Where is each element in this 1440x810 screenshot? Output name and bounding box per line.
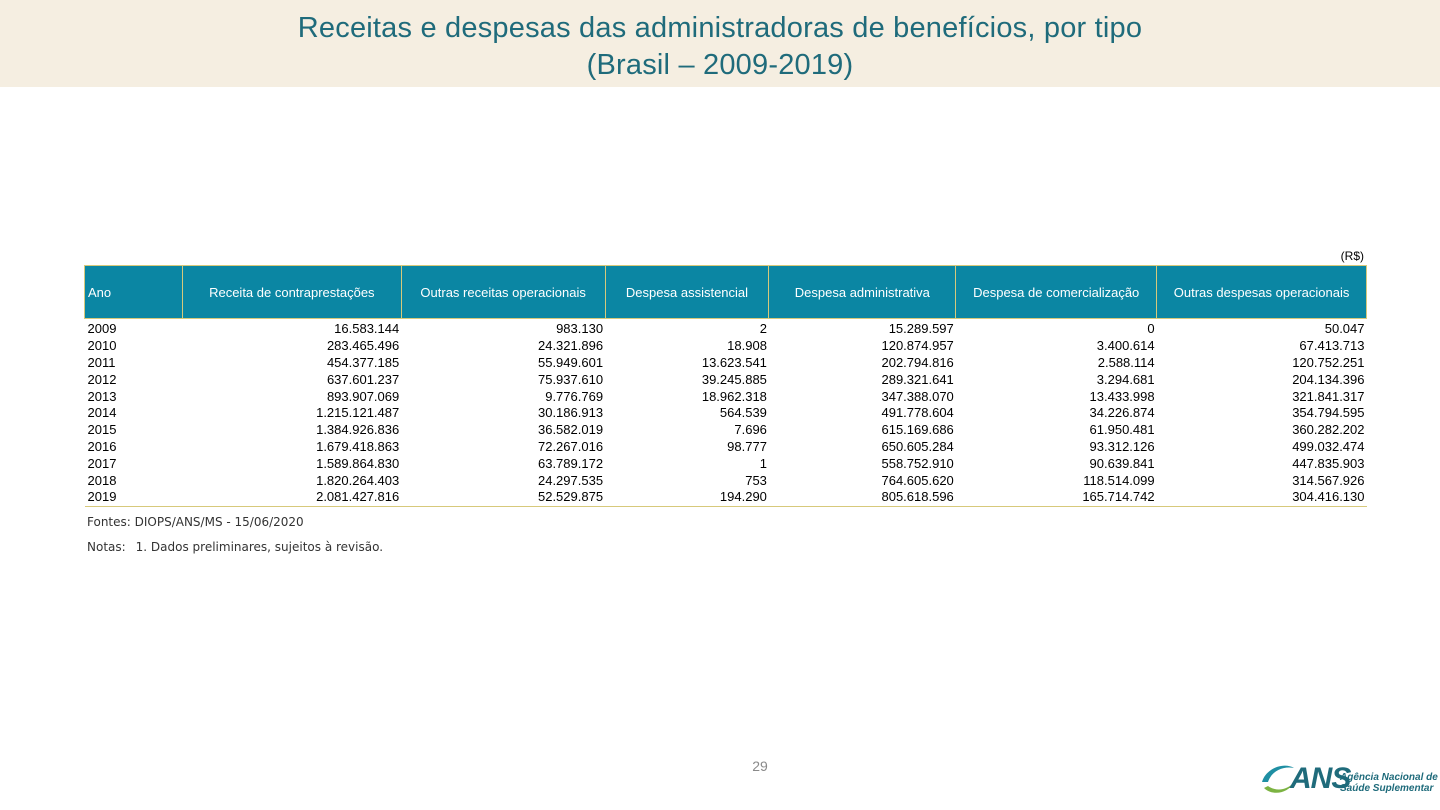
table-row xyxy=(85,338,1367,355)
table-cell: 2019 xyxy=(85,489,183,506)
table-cell: 893.907.069 xyxy=(326,388,400,404)
table-cell: 18.908 xyxy=(727,338,767,354)
table-body xyxy=(85,319,1367,507)
table-row xyxy=(85,371,1367,388)
table-cell: 50.047 xyxy=(1324,321,1365,337)
logo-agency-name xyxy=(1340,772,1438,794)
table-cell: 499.032.474 xyxy=(1292,438,1365,454)
column-header-outras-despesas: Outras despesas operacionais xyxy=(1157,266,1367,319)
table-cell: 52.529.875 xyxy=(401,489,605,506)
table-cell: 61.950.481 xyxy=(1089,422,1155,438)
table-cell: 354.794.595 xyxy=(1292,405,1365,421)
table-cell: 16.583.144 xyxy=(334,321,400,337)
table-cell: 360.282.202 xyxy=(1292,422,1365,438)
logo-wordmark: ANS xyxy=(1290,762,1351,795)
column-header-despesa-administrativa: Despesa administrativa xyxy=(769,266,956,319)
table-row xyxy=(85,405,1367,422)
table-cell: 39.245.885 xyxy=(701,371,767,387)
table-cell: 650.605.284 xyxy=(881,438,954,454)
table-cell: 13.623.541 xyxy=(701,354,767,370)
table-cell: 194.290 xyxy=(605,489,769,506)
table-cell: 314.567.926 xyxy=(1292,472,1365,488)
table-cell: 7.696 xyxy=(734,422,767,438)
table-cell: 1.589.864.830 xyxy=(316,455,400,471)
table-cell: 90.639.841 xyxy=(1089,455,1155,471)
table-cell: 13.433.998 xyxy=(1089,388,1155,404)
table-row xyxy=(85,472,1367,489)
table-cell: 2.081.427.816 xyxy=(182,489,401,506)
table-row xyxy=(85,388,1367,405)
table-cell: 93.312.126 xyxy=(1089,438,1155,454)
table-cell: 3.294.681 xyxy=(1096,371,1155,387)
table-cell: 2011 xyxy=(87,354,116,370)
table-cell: 0 xyxy=(1147,321,1155,337)
table-cell: 18.962.318 xyxy=(701,388,767,404)
table-cell: 491.778.604 xyxy=(881,405,954,421)
table-header-row xyxy=(85,266,1367,319)
table-cell: 304.416.130 xyxy=(1157,489,1367,506)
table-cell: 55.949.601 xyxy=(537,354,604,370)
table-cell: 72.267.016 xyxy=(537,438,604,454)
table-cell: 9.776.769 xyxy=(545,388,604,404)
table-cell: 2012 xyxy=(87,371,117,387)
table-row xyxy=(85,439,1367,456)
table-cell: 2013 xyxy=(87,388,117,404)
column-header-despesa-comercializacao: Despesa de comercialização xyxy=(956,266,1157,319)
table-cell: 2010 xyxy=(87,338,117,354)
page-title xyxy=(0,10,1440,84)
table-cell: 447.835.903 xyxy=(1292,455,1365,471)
column-header-ano: Ano xyxy=(85,266,183,319)
column-header-receita-contraprestacoes: Receita de contraprestações xyxy=(182,266,401,319)
table-cell: 454.377.185 xyxy=(326,354,400,370)
page-title-line-1: Receitas e despesas das administradoras de benefícios, por tipo xyxy=(297,12,1143,44)
table-cell: 2009 xyxy=(87,321,117,337)
table-cell: 67.413.713 xyxy=(1299,338,1365,354)
table-cell: 120.752.251 xyxy=(1292,354,1365,370)
page-title-line-2: (Brasil – 2009-2019) xyxy=(586,49,854,81)
table-cell: 34.226.874 xyxy=(1089,405,1155,421)
table-cell: 204.134.396 xyxy=(1292,371,1365,387)
table-cell: 753 xyxy=(745,472,767,488)
table-cell: 637.601.237 xyxy=(326,371,400,387)
table-cell: 2.588.114 xyxy=(1097,354,1155,370)
notes-block xyxy=(87,540,383,554)
ans-logo xyxy=(1258,760,1438,800)
table-cell: 805.618.596 xyxy=(769,489,956,506)
table-row xyxy=(85,422,1367,439)
table-cell: 2 xyxy=(759,321,767,337)
table-cell: 1 xyxy=(759,455,767,471)
table-cell: 118.514.099 xyxy=(1083,472,1155,488)
table-cell: 24.297.535 xyxy=(537,472,604,488)
table-cell: 764.605.620 xyxy=(881,472,954,488)
sources-note: Fontes: DIOPS/ANS/MS - 15/06/2020 xyxy=(87,515,304,529)
table-cell: 24.321.896 xyxy=(537,338,604,354)
table-row xyxy=(85,355,1367,372)
table-cell: 1.679.418.863 xyxy=(316,438,400,454)
table-cell: 75.937.610 xyxy=(537,371,604,387)
table-cell: 2014 xyxy=(87,405,117,421)
table-cell: 558.752.910 xyxy=(881,455,954,471)
revenue-expense-table xyxy=(84,265,1367,507)
table-cell: 1.384.926.836 xyxy=(316,422,400,438)
table-cell: 615.169.686 xyxy=(881,422,954,438)
table-row xyxy=(85,455,1367,472)
note-item: 1. Dados preliminares, sujeitos à revisão. xyxy=(135,540,384,554)
table-row xyxy=(85,319,1367,338)
table-cell: 2017 xyxy=(87,455,117,471)
table-cell: 165.714.742 xyxy=(956,489,1157,506)
unit-label: (R$) xyxy=(1340,249,1364,263)
table-cell: 98.777 xyxy=(727,438,767,454)
table-cell: 347.388.070 xyxy=(881,388,954,404)
table-cell: 3.400.614 xyxy=(1096,338,1155,354)
table-cell: 289.321.641 xyxy=(881,371,954,387)
page-number: 29 xyxy=(752,758,768,774)
table-cell: 564.539 xyxy=(719,405,767,421)
table-cell: 1.215.121.487 xyxy=(316,405,400,421)
table-row xyxy=(85,489,1367,506)
logo-line-1: Agência Nacional de xyxy=(1340,772,1438,783)
column-header-outras-receitas: Outras receitas operacionais xyxy=(401,266,605,319)
logo-line-2: Saúde Suplementar xyxy=(1340,783,1434,794)
table-cell: 983.130 xyxy=(556,321,604,337)
table-cell: 120.874.957 xyxy=(881,338,954,354)
column-header-despesa-assistencial: Despesa assistencial xyxy=(605,266,769,319)
table-cell: 36.582.019 xyxy=(537,422,604,438)
table-cell: 202.794.816 xyxy=(881,354,954,370)
table-cell: 283.465.496 xyxy=(326,338,400,354)
table-cell: 1.820.264.403 xyxy=(316,472,400,488)
table-cell: 2015 xyxy=(87,422,117,438)
table-cell: 2018 xyxy=(87,472,117,488)
table-cell: 15.289.597 xyxy=(888,321,954,337)
table-cell: 2016 xyxy=(87,438,117,454)
table-cell: 321.841.317 xyxy=(1292,388,1365,404)
notes-label: Notas: xyxy=(87,540,126,554)
table-cell: 30.186.913 xyxy=(537,405,604,421)
table-header xyxy=(85,266,1367,319)
table-cell: 63.789.172 xyxy=(537,455,604,471)
